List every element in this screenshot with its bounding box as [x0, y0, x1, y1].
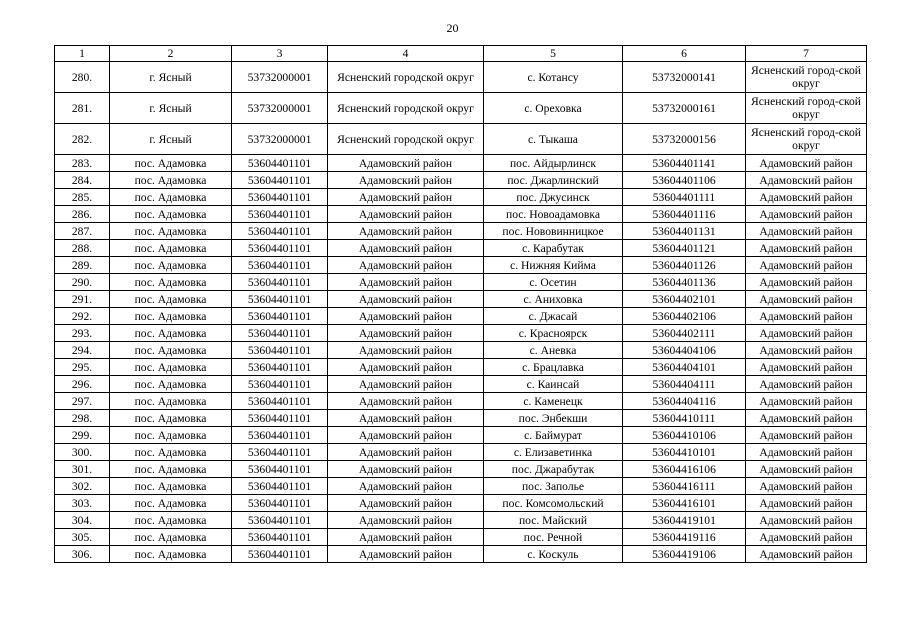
- center-district-cell: Адамовский район: [328, 172, 484, 189]
- settlement-district-cell: Адамовский район: [746, 206, 867, 223]
- table-row: [55, 444, 867, 461]
- center-district-cell: Ясненский городской округ: [328, 93, 484, 124]
- settlement-oktmo-cell: 53604416106: [623, 461, 746, 478]
- settlement-district-cell: Адамовский район: [746, 172, 867, 189]
- table-row: [55, 223, 867, 240]
- center-name-cell: г. Ясный: [110, 124, 232, 155]
- center-oktmo-cell: 53604401101: [232, 223, 328, 240]
- row-number-cell: 297.: [55, 393, 110, 410]
- center-district-cell: Адамовский район: [328, 155, 484, 172]
- center-name-cell: пос. Адамовка: [110, 325, 232, 342]
- center-name-cell: пос. Адамовка: [110, 546, 232, 563]
- settlement-oktmo-cell: 53604404101: [623, 359, 746, 376]
- settlement-name-cell: пос. Айдырлинск: [484, 155, 623, 172]
- settlement-name-cell: с. Баймурат: [484, 427, 623, 444]
- center-name-cell: пос. Адамовка: [110, 393, 232, 410]
- row-number-cell: 295.: [55, 359, 110, 376]
- settlement-oktmo-cell: 53604402111: [623, 325, 746, 342]
- settlement-name-cell: с. Аниховка: [484, 291, 623, 308]
- row-number-cell: 305.: [55, 529, 110, 546]
- settlement-district-cell: Адамовский район: [746, 376, 867, 393]
- table-row: [55, 359, 867, 376]
- center-oktmo-cell: 53604401101: [232, 155, 328, 172]
- row-number-cell: 282.: [55, 124, 110, 155]
- row-number-cell: 290.: [55, 274, 110, 291]
- center-name-cell: г. Ясный: [110, 62, 232, 93]
- settlement-oktmo-cell: 53604416111: [623, 478, 746, 495]
- settlement-district-cell: Адамовский район: [746, 291, 867, 308]
- settlement-district-cell: Адамовский район: [746, 308, 867, 325]
- row-number-cell: 283.: [55, 155, 110, 172]
- row-number-cell: 294.: [55, 342, 110, 359]
- table-row: [55, 461, 867, 478]
- column-header: 1: [55, 46, 110, 62]
- center-oktmo-cell: 53604401101: [232, 410, 328, 427]
- settlement-name-cell: с. Нижняя Кийма: [484, 257, 623, 274]
- settlement-oktmo-cell: 53732000156: [623, 124, 746, 155]
- center-name-cell: пос. Адамовка: [110, 359, 232, 376]
- row-number-cell: 281.: [55, 93, 110, 124]
- center-district-cell: Адамовский район: [328, 512, 484, 529]
- row-number-cell: 296.: [55, 376, 110, 393]
- center-name-cell: пос. Адамовка: [110, 410, 232, 427]
- center-oktmo-cell: 53604401101: [232, 291, 328, 308]
- row-number-cell: 292.: [55, 308, 110, 325]
- settlement-name-cell: пос. Джарабутак: [484, 461, 623, 478]
- settlement-oktmo-cell: 53604419101: [623, 512, 746, 529]
- center-district-cell: Адамовский район: [328, 410, 484, 427]
- settlement-oktmo-cell: 53604402101: [623, 291, 746, 308]
- center-district-cell: Ясненский городской округ: [328, 62, 484, 93]
- settlement-name-cell: пос. Джусинск: [484, 189, 623, 206]
- row-number-cell: 298.: [55, 410, 110, 427]
- center-oktmo-cell: 53604401101: [232, 529, 328, 546]
- center-oktmo-cell: 53604401101: [232, 240, 328, 257]
- center-district-cell: Адамовский район: [328, 342, 484, 359]
- settlement-district-cell: Адамовский район: [746, 512, 867, 529]
- settlement-name-cell: пос. Комсомольский: [484, 495, 623, 512]
- settlement-oktmo-cell: 53604410106: [623, 427, 746, 444]
- settlement-oktmo-cell: 53604404111: [623, 376, 746, 393]
- settlement-name-cell: пос. Джарлинский: [484, 172, 623, 189]
- center-oktmo-cell: 53604401101: [232, 257, 328, 274]
- center-oktmo-cell: 53604401101: [232, 308, 328, 325]
- center-district-cell: Адамовский район: [328, 376, 484, 393]
- table-row: [55, 529, 867, 546]
- center-name-cell: пос. Адамовка: [110, 529, 232, 546]
- settlement-oktmo-cell: 53604401141: [623, 155, 746, 172]
- settlement-oktmo-cell: 53604419116: [623, 529, 746, 546]
- settlement-district-cell: Адамовский район: [746, 444, 867, 461]
- center-name-cell: пос. Адамовка: [110, 427, 232, 444]
- center-name-cell: пос. Адамовка: [110, 478, 232, 495]
- center-name-cell: пос. Адамовка: [110, 461, 232, 478]
- settlement-oktmo-cell: 53604419106: [623, 546, 746, 563]
- center-district-cell: Адамовский район: [328, 529, 484, 546]
- settlement-name-cell: с. Джасай: [484, 308, 623, 325]
- table-row: [55, 495, 867, 512]
- center-district-cell: Адамовский район: [328, 546, 484, 563]
- column-header: 3: [232, 46, 328, 62]
- table-row: [55, 308, 867, 325]
- settlement-district-cell: Адамовский район: [746, 546, 867, 563]
- center-district-cell: Адамовский район: [328, 478, 484, 495]
- table-row: [55, 393, 867, 410]
- table-row: [55, 189, 867, 206]
- center-name-cell: пос. Адамовка: [110, 172, 232, 189]
- settlement-district-cell: Адамовский район: [746, 393, 867, 410]
- center-district-cell: Адамовский район: [328, 240, 484, 257]
- column-header: 5: [484, 46, 623, 62]
- center-oktmo-cell: 53604401101: [232, 478, 328, 495]
- settlement-name-cell: с. Коскуль: [484, 546, 623, 563]
- row-number-cell: 302.: [55, 478, 110, 495]
- table-row: [55, 124, 867, 155]
- column-header: 6: [623, 46, 746, 62]
- settlement-oktmo-cell: 53604401136: [623, 274, 746, 291]
- center-name-cell: пос. Адамовка: [110, 189, 232, 206]
- settlement-name-cell: пос. Энбекши: [484, 410, 623, 427]
- center-name-cell: пос. Адамовка: [110, 342, 232, 359]
- settlement-name-cell: с. Ореховка: [484, 93, 623, 124]
- settlement-oktmo-cell: 53604401131: [623, 223, 746, 240]
- page-number: 20: [446, 21, 459, 35]
- table-row: [55, 291, 867, 308]
- center-district-cell: Адамовский район: [328, 495, 484, 512]
- table-row: [55, 410, 867, 427]
- settlement-oktmo-cell: 53732000161: [623, 93, 746, 124]
- center-oktmo-cell: 53604401101: [232, 444, 328, 461]
- center-oktmo-cell: 53732000001: [232, 93, 328, 124]
- settlement-district-cell: Адамовский район: [746, 427, 867, 444]
- settlement-name-cell: с. Брацлавка: [484, 359, 623, 376]
- center-name-cell: пос. Адамовка: [110, 257, 232, 274]
- center-district-cell: Адамовский район: [328, 444, 484, 461]
- center-oktmo-cell: 53604401101: [232, 376, 328, 393]
- settlement-name-cell: с. Аневка: [484, 342, 623, 359]
- settlement-district-cell: Адамовский район: [746, 461, 867, 478]
- row-number-cell: 304.: [55, 512, 110, 529]
- settlement-oktmo-cell: 53604401126: [623, 257, 746, 274]
- table-row: [55, 240, 867, 257]
- center-name-cell: г. Ясный: [110, 93, 232, 124]
- center-district-cell: Адамовский район: [328, 291, 484, 308]
- settlement-oktmo-cell: 53604401121: [623, 240, 746, 257]
- settlement-name-cell: с. Красноярск: [484, 325, 623, 342]
- center-district-cell: Адамовский район: [328, 223, 484, 240]
- center-oktmo-cell: 53604401101: [232, 495, 328, 512]
- center-district-cell: Адамовский район: [328, 206, 484, 223]
- row-number-cell: 284.: [55, 172, 110, 189]
- row-number-cell: 287.: [55, 223, 110, 240]
- table-row: [55, 512, 867, 529]
- table-row: [55, 376, 867, 393]
- center-name-cell: пос. Адамовка: [110, 512, 232, 529]
- center-oktmo-cell: 53604401101: [232, 342, 328, 359]
- row-number-cell: 306.: [55, 546, 110, 563]
- center-oktmo-cell: 53604401101: [232, 274, 328, 291]
- table-row: [55, 172, 867, 189]
- settlement-name-cell: пос. Новоадамовка: [484, 206, 623, 223]
- settlement-district-cell: Адамовский район: [746, 223, 867, 240]
- center-name-cell: пос. Адамовка: [110, 223, 232, 240]
- settlement-name-cell: пос. Майский: [484, 512, 623, 529]
- center-name-cell: пос. Адамовка: [110, 274, 232, 291]
- center-name-cell: пос. Адамовка: [110, 308, 232, 325]
- center-oktmo-cell: 53604401101: [232, 393, 328, 410]
- center-oktmo-cell: 53604401101: [232, 427, 328, 444]
- table-row: [55, 274, 867, 291]
- center-district-cell: Ясненский городской округ: [328, 124, 484, 155]
- table-row: [55, 62, 867, 93]
- row-number-cell: 300.: [55, 444, 110, 461]
- table-row: [55, 325, 867, 342]
- center-oktmo-cell: 53604401101: [232, 461, 328, 478]
- settlement-district-cell: Адамовский район: [746, 257, 867, 274]
- row-number-cell: 288.: [55, 240, 110, 257]
- settlement-oktmo-cell: 53604401106: [623, 172, 746, 189]
- center-name-cell: пос. Адамовка: [110, 206, 232, 223]
- settlement-oktmo-cell: 53604404116: [623, 393, 746, 410]
- column-header: 2: [110, 46, 232, 62]
- row-number-cell: 303.: [55, 495, 110, 512]
- center-oktmo-cell: 53604401101: [232, 512, 328, 529]
- row-number-cell: 301.: [55, 461, 110, 478]
- settlement-oktmo-cell: 53604416101: [623, 495, 746, 512]
- settlement-district-cell: Ясненский город-ской округ: [746, 93, 867, 124]
- settlement-name-cell: с. Карабутак: [484, 240, 623, 257]
- row-number-cell: 291.: [55, 291, 110, 308]
- column-header: 7: [746, 46, 867, 62]
- column-header: 4: [328, 46, 484, 62]
- table-row: [55, 206, 867, 223]
- settlement-district-cell: Ясненский город-ской округ: [746, 124, 867, 155]
- row-number-cell: 280.: [55, 62, 110, 93]
- settlement-oktmo-cell: 53604410101: [623, 444, 746, 461]
- center-name-cell: пос. Адамовка: [110, 444, 232, 461]
- table-row: [55, 155, 867, 172]
- settlement-district-cell: Адамовский район: [746, 529, 867, 546]
- center-oktmo-cell: 53604401101: [232, 359, 328, 376]
- center-oktmo-cell: 53604401101: [232, 206, 328, 223]
- center-district-cell: Адамовский район: [328, 189, 484, 206]
- settlement-district-cell: Адамовский район: [746, 274, 867, 291]
- table-header-row: [55, 46, 867, 62]
- table-row: [55, 546, 867, 563]
- settlement-district-cell: Адамовский район: [746, 342, 867, 359]
- center-district-cell: Адамовский район: [328, 427, 484, 444]
- settlement-name-cell: пос. Нововинницкое: [484, 223, 623, 240]
- settlement-district-cell: Адамовский район: [746, 478, 867, 495]
- center-oktmo-cell: 53604401101: [232, 189, 328, 206]
- center-name-cell: пос. Адамовка: [110, 240, 232, 257]
- center-name-cell: пос. Адамовка: [110, 291, 232, 308]
- settlement-district-cell: Адамовский район: [746, 359, 867, 376]
- center-oktmo-cell: 53604401101: [232, 172, 328, 189]
- center-district-cell: Адамовский район: [328, 461, 484, 478]
- settlement-oktmo-cell: 53604410111: [623, 410, 746, 427]
- settlement-name-cell: пос. Речной: [484, 529, 623, 546]
- center-district-cell: Адамовский район: [328, 325, 484, 342]
- table-row: [55, 342, 867, 359]
- settlement-name-cell: с. Осетин: [484, 274, 623, 291]
- settlement-oktmo-cell: 53604401111: [623, 189, 746, 206]
- settlement-district-cell: Адамовский район: [746, 325, 867, 342]
- table-row: [55, 478, 867, 495]
- center-name-cell: пос. Адамовка: [110, 155, 232, 172]
- settlement-name-cell: с. Каменецк: [484, 393, 623, 410]
- center-district-cell: Адамовский район: [328, 257, 484, 274]
- row-number-cell: 285.: [55, 189, 110, 206]
- row-number-cell: 299.: [55, 427, 110, 444]
- settlement-oktmo-cell: 53604401116: [623, 206, 746, 223]
- settlement-oktmo-cell: 53732000141: [623, 62, 746, 93]
- settlement-name-cell: с. Каинсай: [484, 376, 623, 393]
- settlements-table: [54, 45, 867, 563]
- center-oktmo-cell: 53604401101: [232, 546, 328, 563]
- settlement-name-cell: пос. Заполье: [484, 478, 623, 495]
- center-name-cell: пос. Адамовка: [110, 376, 232, 393]
- table-row: [55, 427, 867, 444]
- center-oktmo-cell: 53732000001: [232, 62, 328, 93]
- settlement-district-cell: Адамовский район: [746, 495, 867, 512]
- center-district-cell: Адамовский район: [328, 393, 484, 410]
- settlement-oktmo-cell: 53604402106: [623, 308, 746, 325]
- settlement-oktmo-cell: 53604404106: [623, 342, 746, 359]
- settlement-district-cell: Адамовский район: [746, 189, 867, 206]
- settlement-district-cell: Ясненский город-ской округ: [746, 62, 867, 93]
- table-row: [55, 93, 867, 124]
- row-number-cell: 293.: [55, 325, 110, 342]
- table-row: [55, 257, 867, 274]
- center-oktmo-cell: 53732000001: [232, 124, 328, 155]
- settlement-name-cell: с. Елизаветинка: [484, 444, 623, 461]
- row-number-cell: 286.: [55, 206, 110, 223]
- settlement-name-cell: с. Котансу: [484, 62, 623, 93]
- center-district-cell: Адамовский район: [328, 274, 484, 291]
- settlement-district-cell: Адамовский район: [746, 410, 867, 427]
- center-district-cell: Адамовский район: [328, 308, 484, 325]
- settlement-district-cell: Адамовский район: [746, 155, 867, 172]
- center-name-cell: пос. Адамовка: [110, 495, 232, 512]
- settlement-district-cell: Адамовский район: [746, 240, 867, 257]
- settlement-name-cell: с. Тыкаша: [484, 124, 623, 155]
- row-number-cell: 289.: [55, 257, 110, 274]
- center-district-cell: Адамовский район: [328, 359, 484, 376]
- center-oktmo-cell: 53604401101: [232, 325, 328, 342]
